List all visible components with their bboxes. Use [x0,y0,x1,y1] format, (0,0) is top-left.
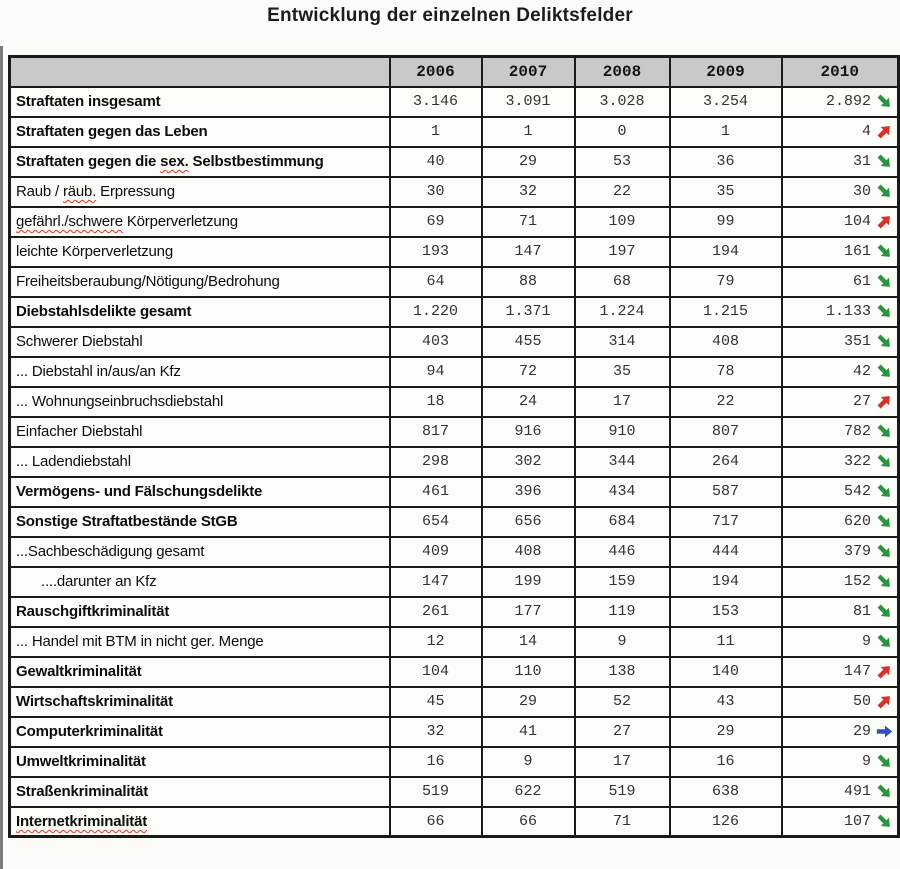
value-and-trend [783,93,896,110]
value-cell-2006: 1 [390,117,482,147]
value-cell-2008: 119 [575,597,670,627]
row-label-segment: Wirtschaftskriminalität [16,693,173,710]
row-label-cell [10,417,390,447]
row-label-misspelled-segment: räub. [62,183,97,200]
year-header-2008: 2008 [575,57,670,87]
value-and-trend [783,423,896,440]
value-cell-2010 [782,177,899,207]
value-cell-2007: 455 [482,327,575,357]
value-text: 27 [852,393,871,410]
value-cell-2007: 1 [482,117,575,147]
row-label-segment: ....darunter an Kfz [41,573,157,590]
value-cell-2008: 910 [575,417,670,447]
value-cell-2009: 194 [670,567,782,597]
value-and-trend [783,303,896,320]
trend-down-right-arrow-icon [872,179,896,203]
value-cell-2007: 9 [482,747,575,777]
year-header-2006: 2006 [390,57,482,87]
trend-up-right-arrow-icon [872,209,896,233]
row-label-misspelled-segment: sex. [160,153,189,170]
table-row [10,597,899,627]
table-row [10,357,899,387]
row-label-segment: Computerkriminalität [16,723,163,740]
value-cell-2008: 138 [575,657,670,687]
trend-down-right-arrow-icon [872,359,896,383]
trend-down-right-arrow-icon [872,599,896,623]
table-row [10,117,899,147]
row-label-cell [10,657,390,687]
value-cell-2010 [782,297,899,327]
value-cell-2007: 66 [482,807,575,837]
value-text: 50 [852,693,871,710]
value-text: 107 [843,812,871,830]
trend-down-right-arrow-icon [872,509,896,533]
value-cell-2006: 193 [390,237,482,267]
row-label-cell [10,777,390,807]
row-label-segment: leichte Körperverletzung [16,243,173,260]
value-cell-2008: 446 [575,537,670,567]
value-cell-2006: 409 [390,537,482,567]
value-cell-2007: 147 [482,237,575,267]
table-body [10,87,899,837]
trend-down-right-arrow-icon [872,449,896,473]
table-row [10,447,899,477]
value-cell-2010 [782,357,899,387]
row-label-cell [10,327,390,357]
value-text: 81 [852,603,871,620]
trend-down-right-arrow-icon [872,329,896,353]
table-row [10,687,899,717]
table-row [10,717,899,747]
value-and-trend [783,573,896,590]
year-header-2007: 2007 [482,57,575,87]
row-label-segment: Umweltkriminalität [16,753,146,770]
value-cell-2009: 587 [670,477,782,507]
value-text: 9 [861,753,871,770]
row-label-segment: ... Handel mit BTM in nicht ger. Menge [16,633,264,650]
value-and-trend [783,123,896,140]
value-and-trend [783,363,896,380]
value-cell-2009: 153 [670,597,782,627]
value-text: 351 [843,333,871,350]
value-cell-2007: 72 [482,357,575,387]
crime-statistics-table [8,55,900,838]
value-cell-2007: 408 [482,537,575,567]
table-row [10,87,899,117]
value-text: 379 [843,543,871,560]
table-row [10,207,899,237]
row-label-cell [10,597,390,627]
value-text: 542 [843,483,871,500]
row-label-segment: Straftaten insgesamt [16,93,161,110]
value-cell-2007: 302 [482,447,575,477]
value-cell-2008: 344 [575,447,670,477]
value-cell-2007: 71 [482,207,575,237]
value-text: 491 [843,783,871,800]
value-cell-2009: 717 [670,507,782,537]
value-and-trend [783,483,896,500]
row-label-segment: Gewaltkriminalität [16,663,142,680]
table-row [10,657,899,687]
trend-down-right-arrow-icon [872,779,896,803]
table-row [10,147,899,177]
value-cell-2007: 14 [482,627,575,657]
trend-down-right-arrow-icon [872,299,896,323]
value-cell-2006: 12 [390,627,482,657]
value-and-trend [783,633,896,650]
value-cell-2007: 177 [482,597,575,627]
value-cell-2009: 1.215 [670,297,782,327]
year-header-2009: 2009 [670,57,782,87]
row-label-segment: Raub / [16,183,63,200]
value-text: 9 [861,633,871,650]
value-cell-2006: 519 [390,777,482,807]
table-row [10,747,899,777]
value-cell-2006: 69 [390,207,482,237]
trend-down-right-arrow-icon [872,89,896,113]
row-label-cell [10,267,390,297]
value-cell-2009: 126 [670,807,782,837]
row-label-misspelled-segment: gefährl./schwere [16,213,123,230]
value-cell-2008: 109 [575,207,670,237]
value-cell-2007: 622 [482,777,575,807]
row-label-segment: ... Wohnungseinbruchsdiebstahl [16,393,224,410]
row-label-cell [10,237,390,267]
value-and-trend [783,603,896,620]
value-cell-2010 [782,147,899,177]
row-label-segment: Erpressung [96,183,175,200]
value-cell-2007: 656 [482,507,575,537]
row-label-segment: Sonstige Straftatbestände StGB [16,513,238,530]
value-and-trend [783,693,896,710]
table-row [10,567,899,597]
value-and-trend [783,153,896,170]
row-label-segment: Körperverletzung [122,213,238,230]
value-and-trend [783,543,896,560]
row-label-cell [10,297,390,327]
table-row [10,807,899,837]
value-cell-2008: 434 [575,477,670,507]
value-cell-2010 [782,627,899,657]
value-cell-2006: 461 [390,477,482,507]
value-cell-2006: 45 [390,687,482,717]
table-row [10,627,899,657]
value-cell-2008: 314 [575,327,670,357]
row-label-cell [10,627,390,657]
row-label-cell [10,447,390,477]
value-cell-2010 [782,477,899,507]
table-row [10,777,899,807]
value-cell-2007: 396 [482,477,575,507]
value-cell-2010 [782,597,899,627]
value-and-trend [783,183,896,200]
trend-right-arrow-icon [876,723,893,740]
value-cell-2010 [782,417,899,447]
table-row [10,417,899,447]
value-text: 30 [852,183,871,200]
value-cell-2006: 16 [390,747,482,777]
trend-down-right-arrow-icon [872,809,896,833]
row-label-segment: Freiheitsberaubung/Nötigung/Bedrohung [16,273,280,290]
value-cell-2010 [782,747,899,777]
trend-down-right-arrow-icon [872,539,896,563]
table-row [10,327,899,357]
value-cell-2006: 403 [390,327,482,357]
row-label-segment: Straftaten gegen das Leben [16,123,208,140]
value-cell-2009: 194 [670,237,782,267]
table-row [10,477,899,507]
value-text: 161 [843,243,871,260]
value-and-trend [783,213,896,230]
value-cell-2007: 41 [482,717,575,747]
value-cell-2010 [782,657,899,687]
value-cell-2007: 29 [482,147,575,177]
value-cell-2009: 99 [670,207,782,237]
value-cell-2006: 40 [390,147,482,177]
value-cell-2009: 1 [670,117,782,147]
value-cell-2008: 159 [575,567,670,597]
value-text: 2.892 [825,93,871,110]
value-cell-2010 [782,507,899,537]
trend-up-right-arrow-icon [872,689,896,713]
value-cell-2008: 9 [575,627,670,657]
row-label-segment: Rauschgiftkriminalität [16,603,170,620]
row-label-misspelled-segment: Internetkriminalität [16,812,148,830]
value-cell-2010 [782,117,899,147]
row-label-cell [10,567,390,597]
value-cell-2006: 147 [390,567,482,597]
value-cell-2010 [782,237,899,267]
trend-down-right-arrow-icon [872,419,896,443]
trend-up-right-arrow-icon [872,659,896,683]
value-cell-2008: 684 [575,507,670,537]
value-text: 620 [843,513,871,530]
trend-down-right-arrow-icon [872,569,896,593]
value-cell-2008: 17 [575,747,670,777]
value-cell-2006: 817 [390,417,482,447]
row-label-segment: ... Diebstahl in/aus/an Kfz [16,363,181,380]
value-cell-2010 [782,447,899,477]
value-cell-2008: 197 [575,237,670,267]
value-cell-2008: 0 [575,117,670,147]
trend-down-right-arrow-icon [872,479,896,503]
row-label-cell [10,477,390,507]
value-and-trend [783,513,896,530]
table-header [10,57,899,87]
value-text: 104 [843,213,871,230]
value-cell-2009: 264 [670,447,782,477]
value-cell-2008: 71 [575,807,670,837]
table-row [10,237,899,267]
value-cell-2010 [782,537,899,567]
table-row [10,537,899,567]
value-cell-2006: 18 [390,387,482,417]
value-cell-2008: 519 [575,777,670,807]
row-label-cell [10,177,390,207]
table-row [10,507,899,537]
value-cell-2006: 654 [390,507,482,537]
row-label-segment: Einfacher Diebstahl [16,423,143,440]
value-cell-2009: 11 [670,627,782,657]
value-text: 31 [852,153,871,170]
value-text: 782 [843,423,871,440]
value-cell-2007: 29 [482,687,575,717]
row-label-segment: Selbstbestimmung [188,153,324,170]
value-cell-2010 [782,807,899,837]
value-cell-2008: 1.224 [575,297,670,327]
value-text: 29 [852,723,871,740]
row-label-cell [10,687,390,717]
value-cell-2008: 22 [575,177,670,207]
value-cell-2008: 3.028 [575,87,670,117]
trend-down-right-arrow-icon [872,149,896,173]
row-label-segment: Straßenkriminalität [16,783,149,800]
value-cell-2007: 88 [482,267,575,297]
value-and-trend [783,453,896,470]
value-cell-2007: 199 [482,567,575,597]
value-cell-2006: 104 [390,657,482,687]
value-cell-2009: 140 [670,657,782,687]
row-label-cell [10,357,390,387]
value-cell-2009: 16 [670,747,782,777]
value-cell-2009: 79 [670,267,782,297]
value-cell-2006: 3.146 [390,87,482,117]
trend-down-right-arrow-icon [872,749,896,773]
value-cell-2009: 29 [670,717,782,747]
value-text: 152 [843,573,871,590]
header-row [10,57,899,87]
row-label-segment: ... Ladendiebstahl [16,453,131,470]
value-and-trend [783,753,896,770]
value-text: 61 [852,273,871,290]
row-label-segment: Straftaten gegen die [16,153,161,170]
value-text: 1.133 [825,303,871,320]
row-label-cell [10,537,390,567]
value-cell-2009: 22 [670,387,782,417]
trend-down-right-arrow-icon [872,629,896,653]
value-cell-2010 [782,777,899,807]
row-label-cell [10,147,390,177]
row-label-segment: ...Sachbeschädigung gesamt [16,543,205,560]
row-label-segment: Vermögens- und Fälschungsdelikte [16,483,263,500]
value-cell-2010 [782,267,899,297]
value-cell-2010 [782,327,899,357]
value-and-trend [783,393,896,410]
row-label-cell [10,747,390,777]
value-cell-2006: 94 [390,357,482,387]
value-cell-2009: 807 [670,417,782,447]
trend-down-right-arrow-icon [872,269,896,293]
row-label-cell [10,717,390,747]
value-cell-2006: 298 [390,447,482,477]
value-cell-2008: 17 [575,387,670,417]
value-cell-2007: 32 [482,177,575,207]
value-cell-2008: 35 [575,357,670,387]
value-cell-2008: 27 [575,717,670,747]
table-row [10,177,899,207]
value-cell-2006: 261 [390,597,482,627]
value-text: 147 [843,663,871,680]
value-cell-2009: 638 [670,777,782,807]
scan-artifact-left-edge [0,46,3,869]
value-cell-2010 [782,687,899,717]
corner-header-cell [10,57,390,87]
row-label-segment: Diebstahlsdelikte gesamt [16,303,192,320]
value-and-trend [783,243,896,260]
value-text: 4 [861,123,871,140]
value-cell-2008: 52 [575,687,670,717]
value-and-trend [783,663,896,680]
value-cell-2010 [782,567,899,597]
row-label-cell [10,117,390,147]
value-text: 42 [852,363,871,380]
value-cell-2006: 32 [390,717,482,747]
row-label-cell [10,387,390,417]
value-and-trend [783,813,896,830]
value-cell-2010 [782,387,899,417]
table-row [10,387,899,417]
table-row [10,297,899,327]
value-cell-2009: 3.254 [670,87,782,117]
value-cell-2007: 1.371 [482,297,575,327]
value-cell-2008: 53 [575,147,670,177]
value-text: 322 [843,453,871,470]
table-row [10,267,899,297]
value-cell-2007: 24 [482,387,575,417]
trend-up-right-arrow-icon [872,119,896,143]
value-cell-2006: 30 [390,177,482,207]
value-cell-2009: 408 [670,327,782,357]
value-cell-2007: 110 [482,657,575,687]
value-cell-2009: 444 [670,537,782,567]
value-and-trend [783,273,896,290]
value-cell-2007: 916 [482,417,575,447]
value-cell-2006: 64 [390,267,482,297]
value-and-trend [783,723,896,740]
value-cell-2010 [782,87,899,117]
value-cell-2009: 78 [670,357,782,387]
trend-down-right-arrow-icon [872,239,896,263]
row-label-cell [10,87,390,117]
page-title: Entwicklung der einzelnen Deliktsfelder [267,5,633,26]
row-label-cell [10,807,390,837]
value-and-trend [783,783,896,800]
trend-up-right-arrow-icon [872,389,896,413]
value-cell-2007: 3.091 [482,87,575,117]
value-cell-2010 [782,207,899,237]
value-cell-2008: 68 [575,267,670,297]
value-cell-2006: 66 [390,807,482,837]
value-and-trend [783,333,896,350]
value-cell-2009: 36 [670,147,782,177]
value-cell-2010 [782,717,899,747]
value-cell-2009: 35 [670,177,782,207]
value-cell-2009: 43 [670,687,782,717]
year-header-2010: 2010 [782,57,899,87]
row-label-segment: Schwerer Diebstahl [16,333,143,350]
value-cell-2006: 1.220 [390,297,482,327]
row-label-cell [10,507,390,537]
row-label-cell [10,207,390,237]
